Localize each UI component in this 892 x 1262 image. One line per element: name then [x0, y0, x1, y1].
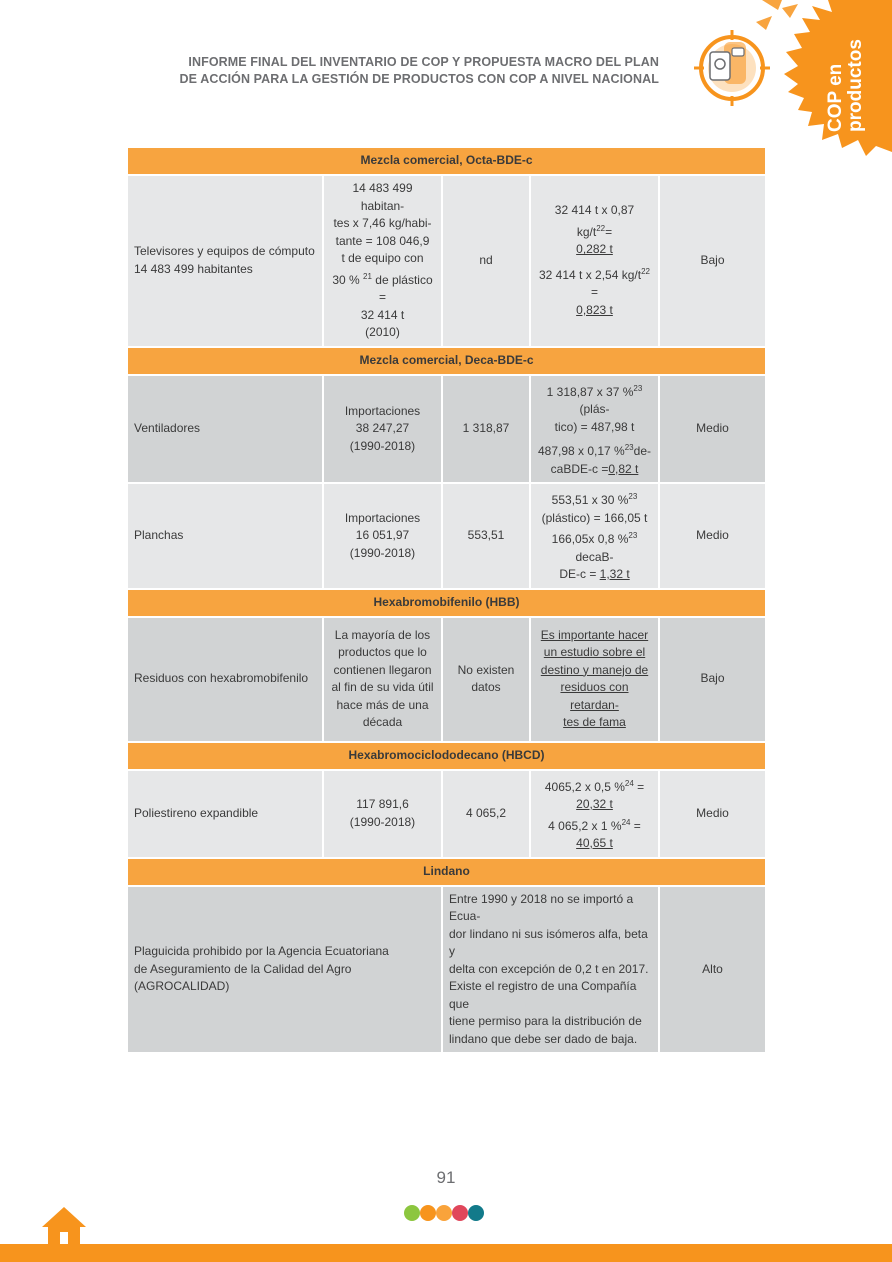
- cell-text: (plás-: [579, 402, 610, 416]
- side-label-line-2: productos: [845, 39, 866, 132]
- risk-level-cell: Medio: [660, 376, 765, 485]
- cell-text: 553,51 x 30 %: [551, 493, 629, 507]
- cell-line: lindano que debe ser dado de baja.: [449, 1031, 638, 1046]
- product-subtitle: 14 483 499 habitantes: [134, 261, 253, 276]
- cell-line: [537, 644, 652, 662]
- side-label-line-1: COP en: [825, 63, 846, 132]
- cell-line: 117 891,6: [356, 797, 409, 811]
- calculation-cell: [531, 484, 660, 590]
- cell-line: [537, 796, 652, 814]
- cell-line: Existe el registro de una Compañía que: [449, 979, 637, 1011]
- quantity-cell: [324, 771, 443, 859]
- product-cell: Residuos con hexabromobifenilo: [128, 618, 324, 743]
- result-value: 0,823 t: [576, 302, 613, 317]
- table-row: [128, 618, 765, 743]
- cell-text: =: [590, 285, 598, 300]
- cell-line: contienen llegaron: [333, 662, 432, 677]
- cell-text: caBDE-c =: [550, 461, 609, 476]
- side-label: [806, 36, 866, 131]
- green-dot-icon: [404, 1205, 420, 1221]
- cell-line: [537, 835, 652, 853]
- cell-line: La mayoría de los: [334, 627, 431, 642]
- cell-line: productos que lo: [338, 645, 427, 659]
- footnote-ref: 24: [621, 817, 631, 827]
- cell-text: 4 065,2 x 1 %: [548, 818, 622, 833]
- cell-line: al fin de su vida útil: [331, 680, 434, 694]
- table-row: [128, 176, 765, 348]
- footnote-ref: 22: [641, 266, 650, 276]
- product-name: Televisores y equipos de cómputo: [134, 244, 315, 259]
- section-title: Lindano: [128, 859, 765, 887]
- cell-line: (2010): [365, 325, 400, 339]
- risk-level-cell: Medio: [660, 484, 765, 590]
- cell-text: de-: [633, 444, 651, 458]
- result-value: 40,65 t: [576, 836, 613, 850]
- footnote-ref: 23: [633, 383, 643, 393]
- calculation-cell: [531, 771, 660, 859]
- cell-line: (1990-2018): [349, 814, 416, 829]
- footnote-ref: 22: [596, 223, 606, 233]
- cell-line: (1990-2018): [349, 545, 416, 560]
- risk-level-cell: Bajo: [660, 618, 765, 743]
- result-value: 20,32 t: [576, 797, 613, 811]
- cell-text: =: [633, 779, 645, 794]
- cell-line: tante = 108 046,9: [335, 233, 430, 248]
- cell-line: [537, 775, 652, 797]
- cell-line: [537, 488, 652, 510]
- underlined-text: residuos con retardan-: [560, 680, 629, 712]
- table-row: [128, 484, 765, 590]
- result-value: 0,282 t: [576, 242, 613, 257]
- product-cell: Ventiladores: [128, 376, 324, 485]
- section-header-deca: [128, 348, 765, 376]
- cell-line: de Aseguramiento de la Calidad del Agro (AGROCALIDAD): [134, 961, 352, 993]
- cell-line: [537, 627, 652, 645]
- bottom-accent-bar: [0, 1244, 892, 1262]
- red-dot-icon: [452, 1205, 468, 1221]
- cop-inventory-table: [128, 148, 765, 1054]
- cell-line: [537, 202, 652, 241]
- cell-line: tiene permiso para la distribución de: [449, 1014, 642, 1028]
- result-value: 1,32 t: [599, 567, 630, 581]
- calculation-cell: [531, 376, 660, 485]
- quantity-cell: [324, 376, 443, 485]
- footnote-ref: 23: [628, 531, 638, 540]
- cell-line: 32 414 t: [360, 307, 405, 322]
- section-header-octa: [128, 148, 765, 176]
- underlined-text: Es importante hacer: [540, 627, 649, 642]
- cell-line: Importaciones: [344, 510, 421, 525]
- cell-line: [537, 814, 652, 836]
- amount-cell: 4 065,2: [443, 771, 531, 859]
- cell-line: (plástico) = 166,05 t: [541, 510, 648, 525]
- amount-cell: [443, 618, 531, 743]
- section-title: Hexabromobifenilo (HBB): [128, 590, 765, 618]
- cell-line: (1990-2018): [349, 438, 416, 453]
- home-icon[interactable]: [40, 1205, 88, 1245]
- footnote-ref: 23: [628, 492, 638, 501]
- risk-level-cell: Bajo: [660, 176, 765, 348]
- calculation-cell: [531, 618, 660, 743]
- result-value: 0,82 t: [608, 461, 639, 476]
- quantity-cell: [324, 176, 443, 348]
- cell-line: Plaguicida prohibido por la Agencia Ecuatoriana: [134, 944, 389, 958]
- cell-line: 16 051,97: [355, 528, 410, 542]
- cell-line: década: [362, 715, 403, 729]
- product-target-icon: [694, 30, 770, 106]
- quantity-cell: [324, 484, 443, 590]
- section-title: Hexabromociclododecano (HBCD): [128, 743, 765, 771]
- cell-line: [330, 268, 435, 307]
- cell-line: [537, 241, 652, 259]
- amount-cell: 1 318,87: [443, 376, 531, 485]
- cell-line: delta con excepción de 0,2 t en 2017.: [449, 961, 649, 976]
- quantity-cell: [324, 618, 443, 743]
- cell-line: [537, 566, 652, 584]
- underlined-text: tes de fama: [563, 715, 626, 729]
- cell-line: No existen: [457, 662, 515, 677]
- cell-text: decaB-: [575, 549, 614, 564]
- section-title: Mezcla comercial, Octa-BDE-c: [128, 148, 765, 176]
- cell-line: [537, 380, 652, 419]
- amber-dot-icon: [436, 1205, 452, 1221]
- product-cell: Planchas: [128, 484, 324, 590]
- underlined-text: un estudio sobre el: [543, 645, 646, 659]
- cell-line: tes x 7,46 kg/habi-: [333, 216, 432, 230]
- cell-text: =: [630, 818, 641, 833]
- footnote-ref: 21: [363, 271, 372, 281]
- cell-line: t de equipo con: [341, 251, 424, 265]
- footnote-ref: 24: [624, 778, 634, 788]
- cell-line: tico) = 487,98 t: [554, 419, 635, 434]
- header-line-1: INFORME FINAL DEL INVENTARIO DE COP Y PROPUESTA MACRO DEL PLAN: [188, 55, 659, 69]
- product-cell: [128, 176, 324, 348]
- cell-line: [537, 302, 652, 320]
- cell-line: 38 247,27: [355, 421, 410, 435]
- cell-line: Importaciones: [344, 403, 421, 418]
- cell-text: de plástico =: [371, 272, 433, 304]
- cell-text: 4065,2 x 0,5 %: [544, 779, 625, 794]
- amount-cell: nd: [443, 176, 531, 348]
- cell-text: 32 414 t x 0,87 kg/t: [554, 203, 635, 239]
- cell-line: Entre 1990 y 2018 no se importó a Ecua-: [449, 891, 634, 923]
- cell-text: DE-c =: [559, 567, 600, 581]
- cell-text: 487,98 x 0,17 %: [538, 444, 625, 458]
- product-cell: [128, 887, 443, 1055]
- teal-dot-icon: [468, 1205, 484, 1221]
- section-header-hbb: [128, 590, 765, 618]
- cell-line: [537, 439, 652, 461]
- cell-line: [537, 263, 652, 302]
- cell-text: 1 318,87 x 37 %: [546, 384, 634, 399]
- orange-dot-icon: [420, 1205, 436, 1221]
- cell-text: 166,05x 0,8 %: [551, 532, 629, 546]
- cell-line: [537, 527, 652, 566]
- description-cell: [443, 887, 660, 1055]
- table-row: [128, 887, 765, 1055]
- risk-level-cell: Medio: [660, 771, 765, 859]
- cell-line: [537, 714, 652, 732]
- product-cell: Poliestireno expandible: [128, 771, 324, 859]
- risk-level-cell: Alto: [660, 887, 765, 1055]
- header-line-2: DE ACCIÓN PARA LA GESTIÓN DE PRODUCTOS CON COP A NIVEL NACIONAL: [179, 72, 659, 86]
- underlined-text: destino y manejo de: [540, 662, 649, 677]
- cell-line: [537, 662, 652, 680]
- cell-line: hace más de una: [336, 697, 429, 712]
- table-row: [128, 771, 765, 859]
- cell-line: [537, 461, 652, 479]
- calculation-cell: [531, 176, 660, 348]
- footnote-ref: 23: [624, 443, 634, 452]
- page-number: 91: [436, 1168, 456, 1187]
- document-header: [180, 54, 659, 88]
- section-title: Mezcla comercial, Deca-BDE-c: [128, 348, 765, 376]
- cell-line: datos: [471, 680, 501, 694]
- cell-line: 14 483 499 habitan-: [352, 181, 413, 213]
- table-row: [128, 376, 765, 485]
- cell-line: dor lindano ni sus isómeros alfa, beta y: [449, 926, 648, 958]
- cell-text: 30 %: [332, 272, 364, 287]
- section-header-lindano: [128, 859, 765, 887]
- section-header-hbcd: [128, 743, 765, 771]
- cell-text: =: [605, 224, 613, 239]
- cell-line: [537, 679, 652, 714]
- amount-cell: 553,51: [443, 484, 531, 590]
- cell-text: 32 414 t x 2,54 kg/t: [539, 267, 642, 282]
